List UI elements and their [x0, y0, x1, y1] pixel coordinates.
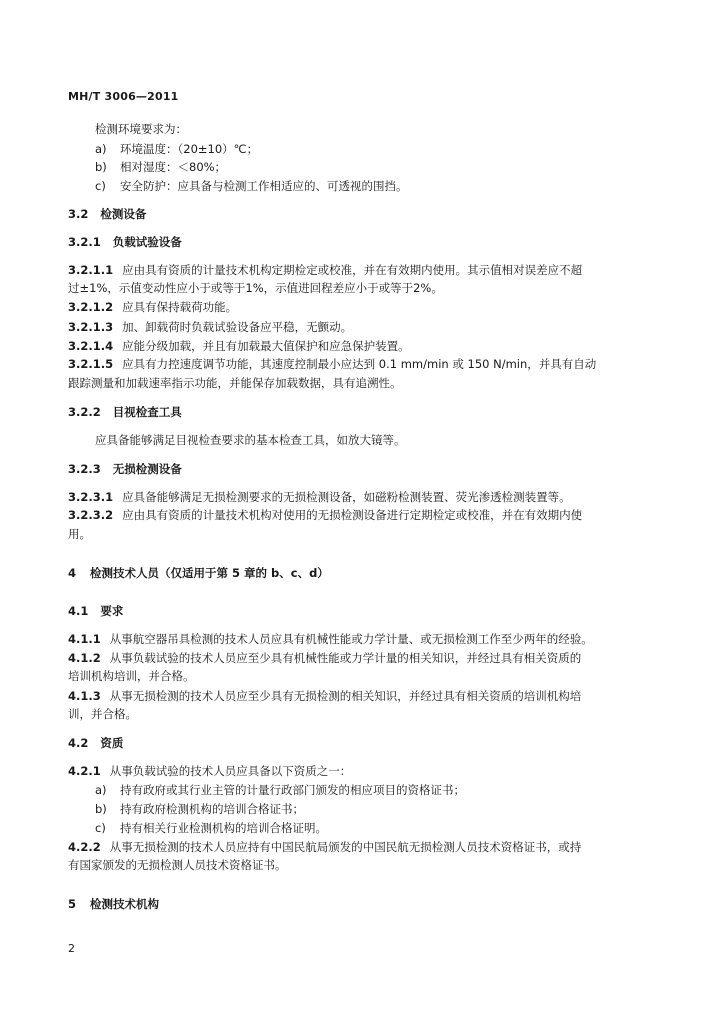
line-text: 应具备能够满足目视检查要求的基本检查工具，如放大镜等。 — [95, 433, 406, 447]
text-line — [68, 669, 660, 683]
text-line — [95, 122, 687, 136]
clause-number: 4.2.2 — [68, 840, 101, 854]
line-text: 应具有力控速度调节功能，其速度控制最小应达到 0.1 mm/min 或 150 N/min，并具有自动 — [122, 357, 597, 371]
clause-number: 4.2 — [68, 736, 89, 750]
clause-number: 3.2.3.2 — [68, 508, 114, 522]
list-item — [95, 179, 687, 193]
line-text: 安全防护：应具备与检测工作相适应的、可透视的围挡。 — [120, 179, 408, 193]
line-text: 应能分级加载，并且有加载最大值保护和应急保护装置。 — [122, 339, 410, 353]
line-text: 从事无损检测的技术人员应持有中国民航局颁发的中国民航无损检测人员技术资格证书，或持 — [109, 840, 582, 854]
line-text: 检测设备 — [100, 207, 147, 221]
line-text: 持有相关行业检测机构的培训合格证明。 — [120, 821, 327, 835]
text-line — [68, 858, 660, 872]
text-line — [68, 632, 660, 646]
text-line — [68, 527, 660, 541]
line-text: 环境温度：（20±10）℃； — [120, 142, 259, 156]
list-marker: a) — [95, 783, 107, 797]
line-text: 从事负载试验的技术人员应具备以下资质之一： — [109, 764, 352, 778]
text-line — [68, 300, 660, 314]
line-text: 检测环境要求为： — [95, 122, 187, 136]
section-heading — [68, 604, 660, 618]
clause-number: 3.2.1.1 — [68, 263, 114, 277]
clause-number: 3.2.3.1 — [68, 490, 114, 504]
chapter-heading — [68, 897, 660, 911]
clause-number: 3.2.1 — [68, 235, 101, 249]
text-line — [68, 689, 660, 703]
list-marker: c) — [95, 179, 106, 193]
line-text: 持有政府或其行业主管的计量行政部门颁发的相应项目的资格证书； — [120, 783, 465, 797]
line-text: 要求 — [100, 604, 124, 618]
text-line — [68, 376, 660, 390]
clause-number: 3.2.2 — [68, 405, 101, 419]
line-text: 训，并合格。 — [68, 707, 137, 721]
line-text: 过±1%，示值变动性应小于或等于1%，示值进回程差应小于或等于2%。 — [68, 281, 443, 295]
clause-number: 5 — [68, 897, 77, 911]
text-line — [68, 651, 660, 665]
line-text: 负载试验设备 — [112, 235, 182, 249]
line-text: 资质 — [100, 736, 124, 750]
clause-number: 4.2.1 — [68, 764, 101, 778]
clause-number: 4.1 — [68, 604, 89, 618]
line-text: 跟踪测量和加载速率指示功能，并能保存加载数据，具有追溯性。 — [68, 376, 402, 390]
list-marker: b) — [95, 802, 107, 816]
line-text: 检测技术人员（仅适用于第 5 章的 b、c、d） — [90, 566, 329, 580]
clause-number: 3.2.1.5 — [68, 357, 114, 371]
line-text: 应具备能够满足无损检测要求的无损检测设备，如磁粉检测装置、荧光渗透检测装置等。 — [122, 490, 571, 504]
line-text: 应由具有资质的计量技术机构定期检定或校准，并在有效期内使用。其示值相对误差应不超 — [122, 263, 583, 277]
line-text: 从事负载试验的技术人员应至少具有机械性能或力学计量的相关知识，并经过具有相关资质的 — [109, 651, 582, 665]
text-line — [68, 281, 660, 295]
line-text: 应具有保持载荷功能。 — [122, 300, 238, 314]
line-text: 用。 — [68, 527, 91, 541]
line-text: 从事无损检测的技术人员应至少具有无损检测的相关知识，并经过具有相关资质的培训机构培 — [109, 689, 582, 703]
text-line — [68, 339, 660, 353]
list-marker: b) — [95, 160, 107, 174]
line-text: 培训机构培训，并合格。 — [68, 669, 195, 683]
text-line — [68, 320, 660, 334]
line-text: 从事航空器吊具检测的技术人员应具有机械性能或力学计量、或无损检测工作至少两年的经验。 — [109, 632, 593, 646]
line-text: 目视检查工具 — [112, 405, 182, 419]
line-text: 无损检测设备 — [112, 462, 182, 476]
clause-number: 4.1.1 — [68, 632, 101, 646]
line-text: 应由具有资质的计量技术机构对使用的无损检测设备进行定期检定或校准，并在有效期内使 — [122, 508, 583, 522]
section-heading — [68, 207, 660, 221]
list-item — [95, 802, 687, 816]
clause-number: 4.1.2 — [68, 651, 101, 665]
text-line — [68, 764, 660, 778]
line-text: 持有政府检测机构的培训合格证书； — [120, 802, 304, 816]
line-text: 检测技术机构 — [90, 897, 160, 911]
list-marker: a) — [95, 142, 107, 156]
page-number: 2 — [68, 942, 75, 955]
section-heading — [68, 736, 660, 750]
text-line — [68, 840, 660, 854]
list-item — [95, 783, 687, 797]
text-line — [95, 433, 687, 447]
list-item — [95, 821, 687, 835]
clause-number: 4.1.3 — [68, 689, 101, 703]
clause-number: 3.2 — [68, 207, 89, 221]
line-text: 有国家颁发的无损检测人员技术资格证书。 — [68, 858, 287, 872]
clause-number: 3.2.1.3 — [68, 320, 114, 334]
chapter-heading — [68, 566, 660, 580]
list-item — [95, 160, 687, 174]
section-heading — [68, 462, 660, 476]
text-line — [68, 490, 660, 504]
text-line — [68, 508, 660, 522]
clause-number: 4 — [68, 566, 77, 580]
section-heading — [68, 235, 660, 249]
clause-number: 3.2.1.4 — [68, 339, 114, 353]
list-marker: c) — [95, 821, 106, 835]
text-line — [68, 357, 660, 371]
clause-number: 3.2.1.2 — [68, 300, 114, 314]
list-item — [95, 142, 687, 156]
document-code: MH/T 3006—2011 — [68, 90, 179, 103]
clause-number: 3.2.3 — [68, 462, 101, 476]
text-line — [68, 707, 660, 721]
line-text: 加、卸载荷时负载试验设备应平稳，无颤动。 — [122, 320, 353, 334]
section-heading — [68, 405, 660, 419]
line-text: 相对湿度：＜80%； — [120, 160, 227, 174]
text-line — [68, 263, 660, 277]
